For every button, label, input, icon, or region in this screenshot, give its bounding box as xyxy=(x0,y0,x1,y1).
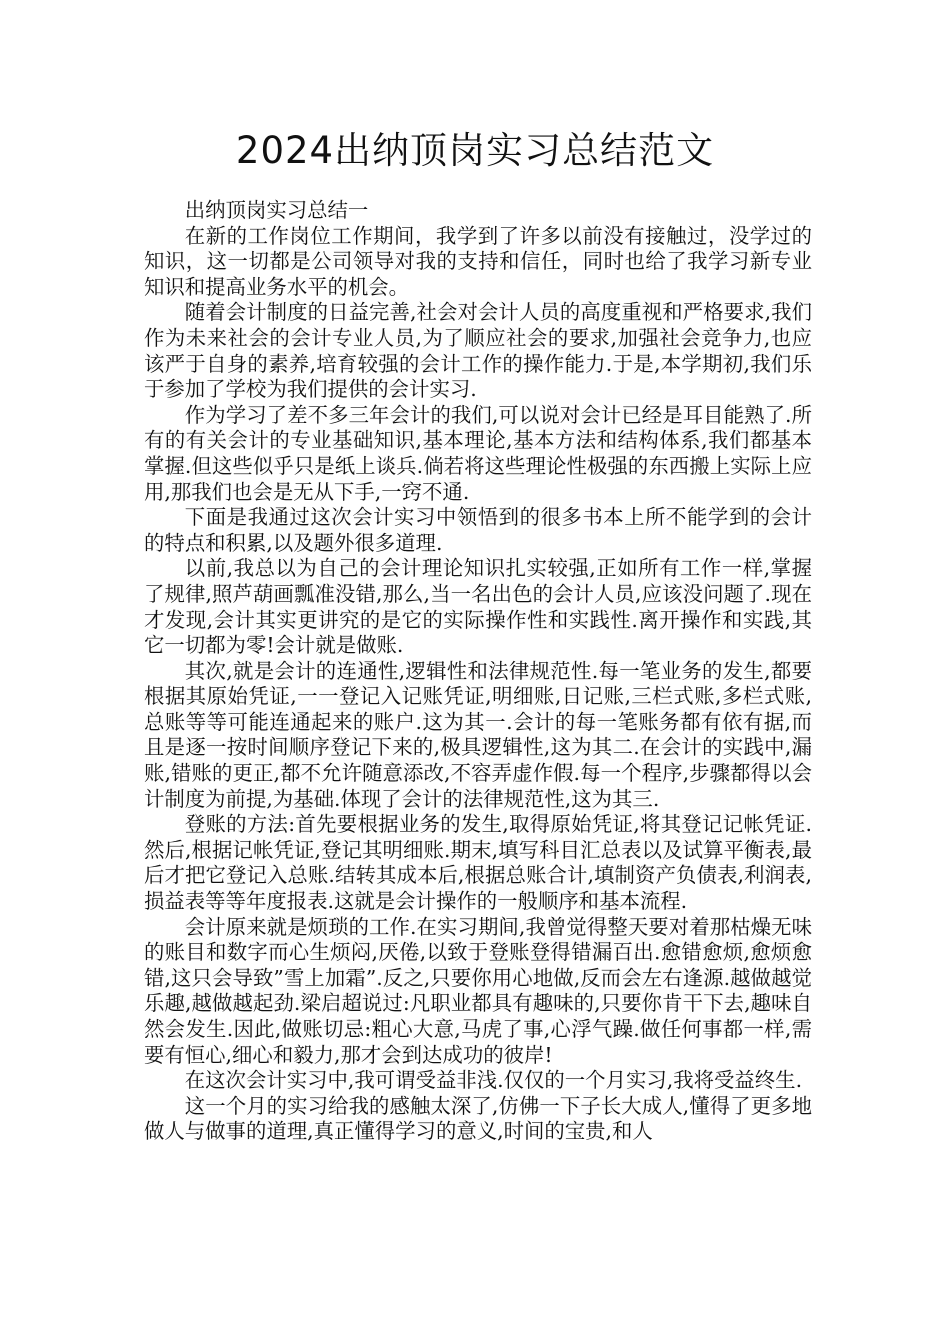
paragraph-4: 下面是我通过这次会计实习中领悟到的很多书本上所不能学到的会计的特点和积累,以及题外很多道理. xyxy=(144,505,812,555)
paragraph-5: 以前,我总以为自己的会计理论知识扎实较强,正如所有工作一样,掌握了规律,照芦葫画瓢准没错,那么,当一名出色的会计人员,应该没问题了.现在才发现,会计其实更讲究的是它的实际操作性和实践性.离开操作和实践,其它一切都为零!会计就是做账. xyxy=(144,556,812,658)
paragraph-9: 在这次会计实习中,我可谓受益非浅.仅仅的一个月实习,我将受益终生. xyxy=(184,1068,803,1093)
paragraph-8: 会计原来就是烦琐的工作.在实习期间,我曾觉得整天要对着那枯燥无味的账目和数字而心生烦闷,厌倦,以致于登账登得错漏百出.愈错愈烦,愈烦愈错,这只会导致”雪上加霜”.反之,只要你用心地做,反而会左右逢源.越做越觉乐趣,越做越起劲.梁启超说过:凡职业都具有趣味的,只要你肯干下去,趣味自然会发生.因此,做账切忌:粗心大意,马虎了事,心浮气躁.做任何事都一样,需要有恒心,细心和毅力,那才会到达成功的彼岸! xyxy=(144,914,812,1067)
paragraph-6: 其次,就是会计的连通性,逻辑性和法律规范性.每一笔业务的发生,都要根据其原始凭证,一一登记入记账凭证,明细账,日记账,三栏式账,多栏式账,总账等等可能连通起来的账户.这为其一.会计的每一笔账务都有依有据,而且是逐一按时间顺序登记下来的,极具逻辑性,这为其二.在会计的实践中,漏账,错账的更正,都不允许随意添改,不容弄虚作假.每一个程序,步骤都得以会计制度为前提,为基础.体现了会计的法律规范性,这为其三. xyxy=(144,658,812,811)
paragraph-10: 这一个月的实习给我的感触太深了,仿佛一下子长大成人,懂得了更多地做人与做事的道理,真正懂得学习的意义,时间的宝贵,和人 xyxy=(144,1093,812,1144)
paragraph-7: 登账的方法:首先要根据业务的发生,取得原始凭证,将其登记记帐凭证.然后,根据记帐凭证,登记其明细账.期末,填写科目汇总表以及试算平衡表,最后才把它登记入总账.结转其成本后,根据总账合计,填制资产负债表,利润表,损益表等等年度报表.这就是会计操作的一般顺序和基本流程. xyxy=(144,812,812,914)
section-heading: 出纳顶岗实习总结一 xyxy=(184,198,369,222)
document-body xyxy=(144,198,812,1145)
document-title: 2024出纳顶岗实习总结范文 xyxy=(235,129,715,172)
paragraph-3: 作为学习了差不多三年会计的我们,可以说对会计已经是耳目能熟了.所有的有关会计的专业基础知识,基本理论,基本方法和结构体系,我们都基本掌握.但这些似乎只是纸上谈兵.倘若将这些理论性极强的东西搬上实际上应用,那我们也会是无从下手,一窍不通. xyxy=(144,402,812,504)
paragraph-1: 在新的工作岗位工作期间，我学到了许多以前没有接触过，没学过的知识，这一切都是公司领导对我的支持和信任，同时也给了我学习新专业知识和提高业务水平的机会。 xyxy=(144,223,812,299)
paragraph-2: 随着会计制度的日益完善,社会对会计人员的高度重视和严格要求,我们作为未来社会的会计专业人员,为了顺应社会的要求,加强社会竞争力,也应该严于自身的素养,培育较强的会计工作的操作能力.于是,本学期初,我们乐于参加了学校为我们提供的会计实习. xyxy=(144,300,812,402)
